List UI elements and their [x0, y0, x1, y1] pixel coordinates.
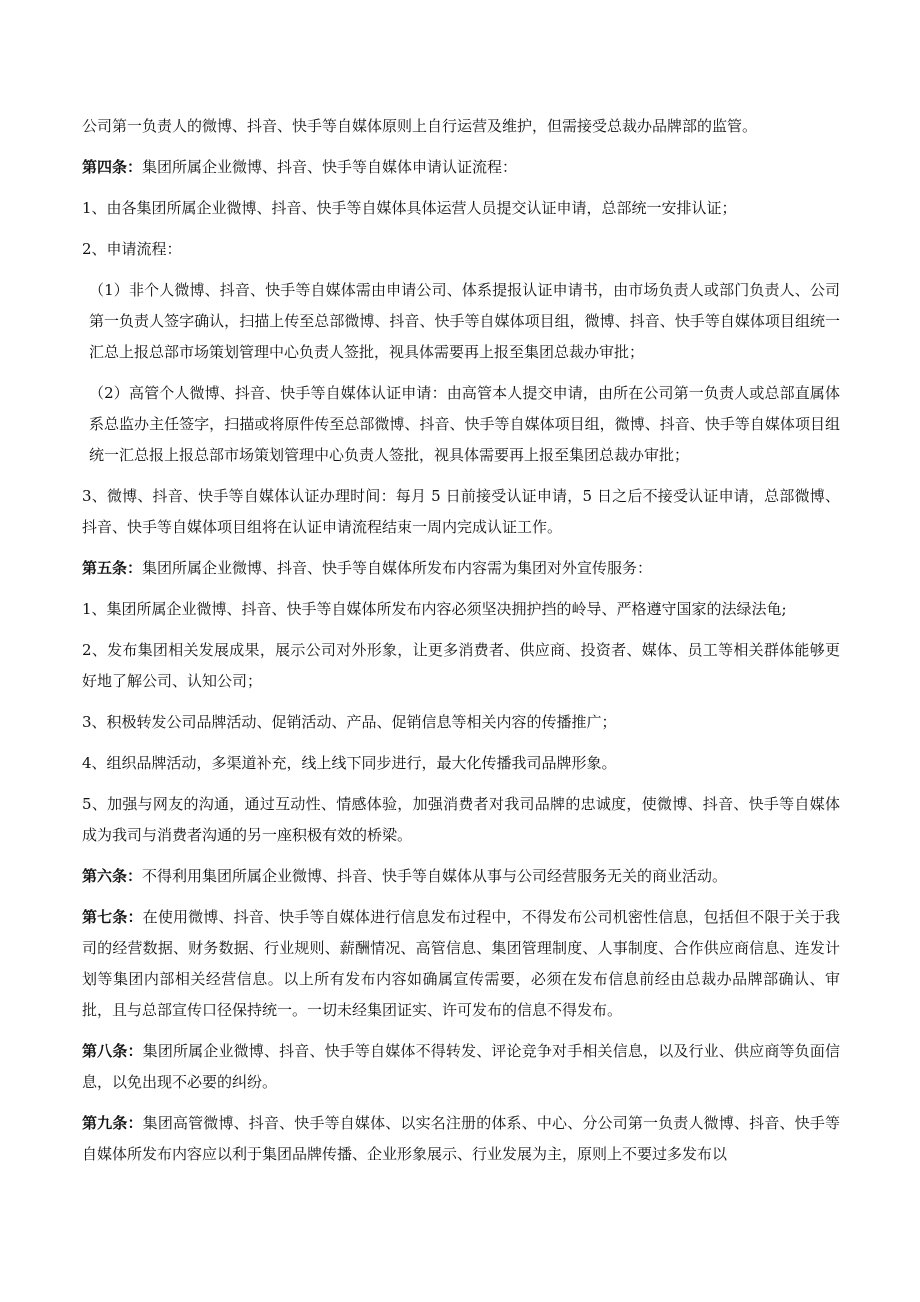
paragraph-text: （1）非个人微博、抖音、快手等自媒体需由申请公司、体系提报认证申请书，由市场负责人或部门负责人、公司第一负责人签字确认，扫描上传至总部微博、抖音、快手等自媒体项目组，微博、抖音、快手等自媒体项目组统一汇总上报总部市场策划管理中心负责人签批，视具体需要再上报至集团总裁办审批； [89, 281, 840, 361]
article-5-item-3 [82, 707, 840, 738]
paragraph-intro [82, 111, 840, 142]
document-body [82, 111, 840, 1180]
article-6 [82, 861, 840, 892]
paragraph-text: 3、积极转发公司品牌活动、促销活动、产品、促销信息等相关内容的传播推广； [82, 713, 617, 731]
article-4-heading [82, 152, 840, 183]
paragraph-text: 集团所属企业微博、抖音、快手等自媒体所发布内容需为集团对外宣传服务： [142, 559, 653, 577]
paragraph-text: 1、集团所属企业微博、抖音、快手等自媒体所发布内容必须坚决拥护挡的岭导、严格遵守国家的法绿法龟; [82, 600, 787, 618]
article-4-item-1 [82, 193, 840, 224]
article-4-item-3 [82, 481, 840, 543]
paragraph-text: 集团高管微博、抖音、快手等自媒体、以实名注册的体系、中心、分公司第一负责人微博、抖音、快手等自媒体所发布内容应以利于集团品牌传播、企业形象展示、行业发展为主，原则上不要过多发布以 [82, 1114, 840, 1163]
paragraph-text: 4、组织品牌活动，多渠道补充，线上线下同步进行，最大化传播我司品牌形象。 [82, 754, 617, 772]
article-label: 第七条： [82, 908, 143, 926]
article-label: 第五条： [82, 559, 143, 577]
article-4-item-2-2 [82, 378, 840, 471]
article-8 [82, 1036, 840, 1098]
article-label: 第六条： [82, 867, 143, 885]
article-9 [82, 1108, 840, 1170]
paragraph-text: 2、发布集团相关发展成果，展示公司对外形象，让更多消费者、供应商、投资者、媒体、员工等相关群体能够更好地了解公司、认知公司； [82, 641, 840, 690]
article-5-item-1 [82, 594, 840, 625]
paragraph-text: （2）高管个人微博、抖音、快手等自媒体认证申请：由高管本人提交申请，由所在公司第一负责人或总部直属体系总监办主任签字，扫描或将原件传至总部微博、抖音、快手等自媒体项目组，微博、抖音、快手等自媒体项目组统一汇总报上报总部市场策划管理中心负责人签批，视具体需要再上报至集团总裁办审批； [89, 384, 840, 464]
article-5-heading [82, 553, 840, 584]
article-5-item-2 [82, 635, 840, 697]
article-label: 第八条： [82, 1042, 143, 1060]
paragraph-text: 2、申请流程： [82, 240, 182, 258]
paragraph-text: 公司第一负责人的微博、抖音、快手等自媒体原则上自行运营及维护，但需接受总裁办品牌部的监管。 [82, 117, 758, 135]
article-5-item-4 [82, 748, 840, 779]
paragraph-text: 5、加强与网友的沟通，通过互动性、情感体验，加强消费者对我司品牌的忠诚度，使微博、抖音、快手等自媒体成为我司与消费者沟通的另一座积极有效的桥梁。 [82, 795, 840, 844]
article-label: 第四条： [82, 158, 143, 176]
article-4-item-2 [82, 234, 840, 265]
paragraph-text: 3、微博、抖音、快手等自媒体认证办理时间：每月 5 日前接受认证申请，5 日之后不接受认证申请，总部微博、抖音、快手等自媒体项目组将在认证申请流程结束一周内完成认证工作。 [82, 487, 840, 536]
article-4-item-2-1 [82, 275, 840, 368]
paragraph-text: 集团所属企业微博、抖音、快手等自媒体不得转发、评论竞争对手相关信息，以及行业、供应商等负面信息，以免出现不必要的纠纷。 [82, 1042, 840, 1091]
article-label: 第九条： [82, 1114, 143, 1132]
paragraph-text: 集团所属企业微博、抖音、快手等自媒体申请认证流程： [142, 158, 518, 176]
article-7 [82, 902, 840, 1026]
paragraph-text: 不得利用集团所属企业微博、抖音、快手等自媒体从事与公司经营服务无关的商业活动。 [142, 867, 728, 885]
paragraph-text: 1、由各集团所属企业微博、抖音、快手等自媒体具体运营人员提交认证申请，总部统一安排认证； [82, 199, 737, 217]
article-5-item-5 [82, 789, 840, 851]
paragraph-text: 在使用微博、抖音、快手等自媒体进行信息发布过程中，不得发布公司机密性信息，包括但不限于关于我司的经营数据、财务数据、行业规则、薪酬情况、高管信息、集团管理制度、人事制度、合作供应商信息、连发计划等集团内部相关经营信息。以上所有发布内容如确属宣传需要，必须在发布信息前经由总裁办品牌部确认、审批，且与总部宣传口径保持统一。一切未经集团证实、许可发布的信息不得发布。 [82, 908, 840, 1019]
